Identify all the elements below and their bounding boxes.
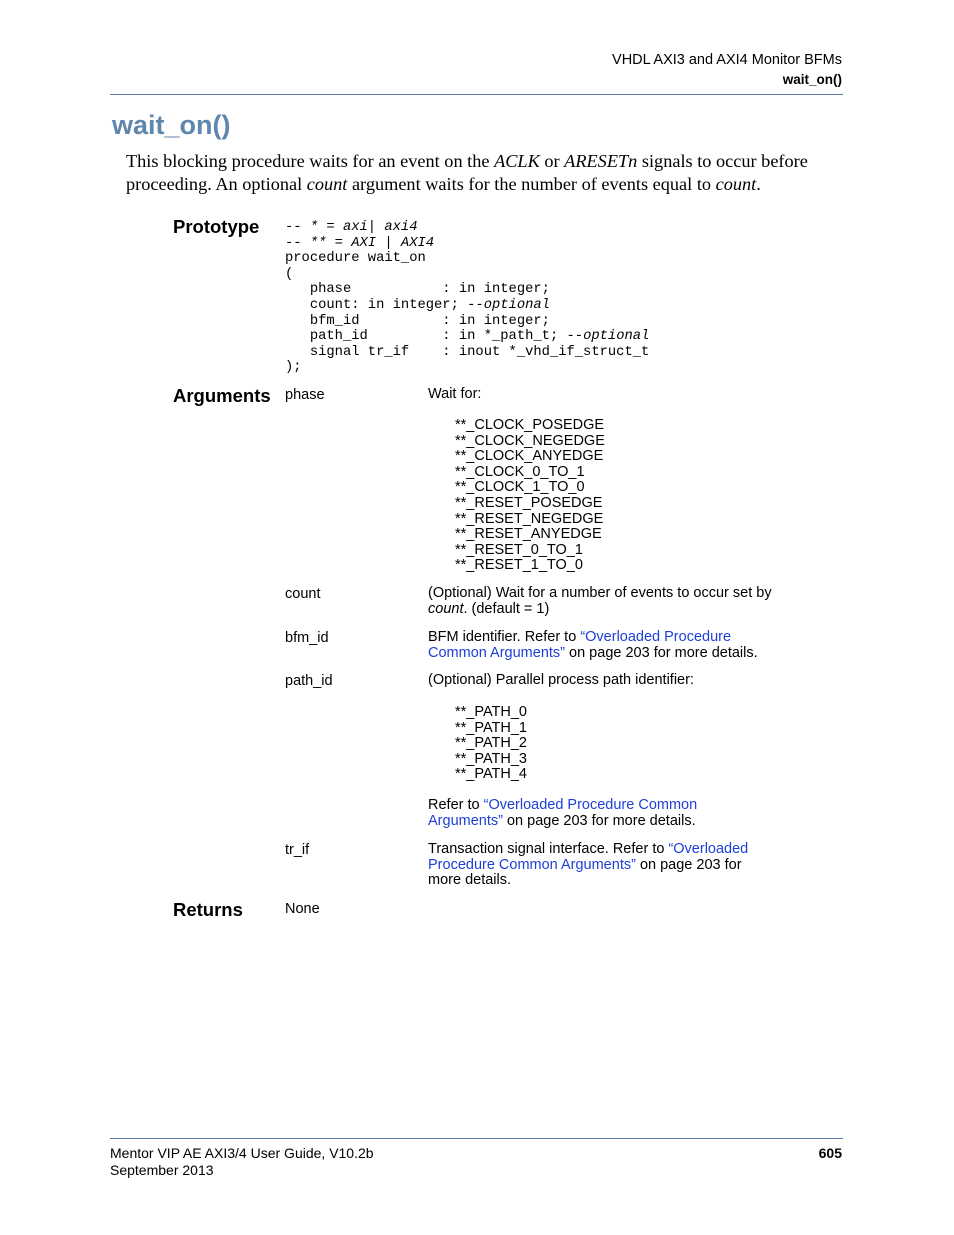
running-header-topic: wait_on() xyxy=(782,72,842,87)
list-item: **_PATH_1 xyxy=(455,719,527,736)
page-number: 605 xyxy=(818,1145,842,1161)
list-item: **_RESET_POSEDGE xyxy=(455,494,603,511)
overloaded-args-link[interactable]: “Overloaded Procedure Common xyxy=(483,797,698,813)
overloaded-args-link[interactable]: “Overloaded xyxy=(668,841,749,857)
list-item: **_PATH_2 xyxy=(455,735,527,752)
arg-name-path-id: path_id xyxy=(285,673,333,689)
footer-info xyxy=(110,1145,374,1179)
list-item: **_PATH_3 xyxy=(455,750,527,767)
arg-desc-tr-if: Transaction signal interface. Refer to “Overloaded Procedure Common Arguments” on page 203 for more details. xyxy=(428,841,749,889)
phase-values-list xyxy=(455,418,605,574)
list-item: **_PATH_0 xyxy=(455,704,527,720)
path-values-list xyxy=(455,705,527,783)
overloaded-args-link-cont[interactable]: Common Arguments” xyxy=(428,644,565,661)
overloaded-args-link-cont[interactable]: Arguments” xyxy=(428,812,503,829)
aresetn-term: ARESETn xyxy=(564,151,638,171)
list-item: **_CLOCK_1_TO_0 xyxy=(455,479,585,496)
arg-desc-phase: Wait for: xyxy=(428,386,482,402)
aclk-term: ACLK xyxy=(494,151,540,171)
list-item: **_CLOCK_ANYEDGE xyxy=(455,448,604,465)
footer-divider xyxy=(110,1138,843,1139)
page-title: wait_on() xyxy=(112,110,231,140)
arg-desc-count: (Optional) Wait for a number of events to occur set by count. (default = 1) xyxy=(428,585,772,617)
arg-desc-path-id: (Optional) Parallel process path identifier: xyxy=(428,672,694,688)
footer-date: September 2013 xyxy=(110,1162,214,1178)
overloaded-args-link[interactable]: “Overloaded Procedure xyxy=(580,629,732,645)
intro-paragraph: This blocking procedure waits for an event on the ACLK or ARESETn signals to occur before proceeding. An optional count argument waits for the number of events equal to count. xyxy=(126,151,808,194)
prototype-label: Prototype xyxy=(173,216,260,237)
header-divider xyxy=(110,94,843,95)
list-item: **_CLOCK_POSEDGE xyxy=(455,417,605,433)
list-item: **_RESET_NEGEDGE xyxy=(455,510,604,527)
list-item: **_CLOCK_0_TO_1 xyxy=(455,463,585,480)
count-term-2: count xyxy=(715,173,757,194)
arg-desc-bfm-id: BFM identifier. Refer to “Overloaded Procedure Common Arguments” on page 203 for more details. xyxy=(428,629,758,661)
count-term: count xyxy=(306,173,348,194)
arguments-label: Arguments xyxy=(173,385,271,406)
path-id-reference: Refer to “Overloaded Procedure Common Arguments” on page 203 for more details. xyxy=(428,797,698,829)
arg-name-phase: phase xyxy=(285,387,325,403)
arg-name-tr-if: tr_if xyxy=(285,842,310,858)
returns-label: Returns xyxy=(173,899,243,920)
returns-value: None xyxy=(285,901,320,917)
list-item: **_PATH_4 xyxy=(455,766,527,783)
arg-name-count: count xyxy=(285,586,321,602)
running-header-section: VHDL AXI3 and AXI4 Monitor BFMs xyxy=(612,52,842,68)
overloaded-args-link-cont[interactable]: Procedure Common Arguments” xyxy=(428,856,636,873)
list-item: **_CLOCK_NEGEDGE xyxy=(455,432,605,449)
arg-name-bfm-id: bfm_id xyxy=(285,630,329,646)
list-item: **_RESET_0_TO_1 xyxy=(455,541,583,558)
footer-guide-title: Mentor VIP AE AXI3/4 User Guide, V10.2b xyxy=(110,1145,374,1161)
prototype-code: -- * = axi| axi4 -- ** = AXI | AXI4 procedure wait_on ( phase : in integer; count: in integer; --optional bfm_id : in integer; path_id : in *_path_t; --optional signal tr_if : inout *_vhd_if_struct_t ); xyxy=(285,220,650,376)
list-item: **_RESET_1_TO_0 xyxy=(455,557,583,574)
list-item: **_RESET_ANYEDGE xyxy=(455,526,602,543)
